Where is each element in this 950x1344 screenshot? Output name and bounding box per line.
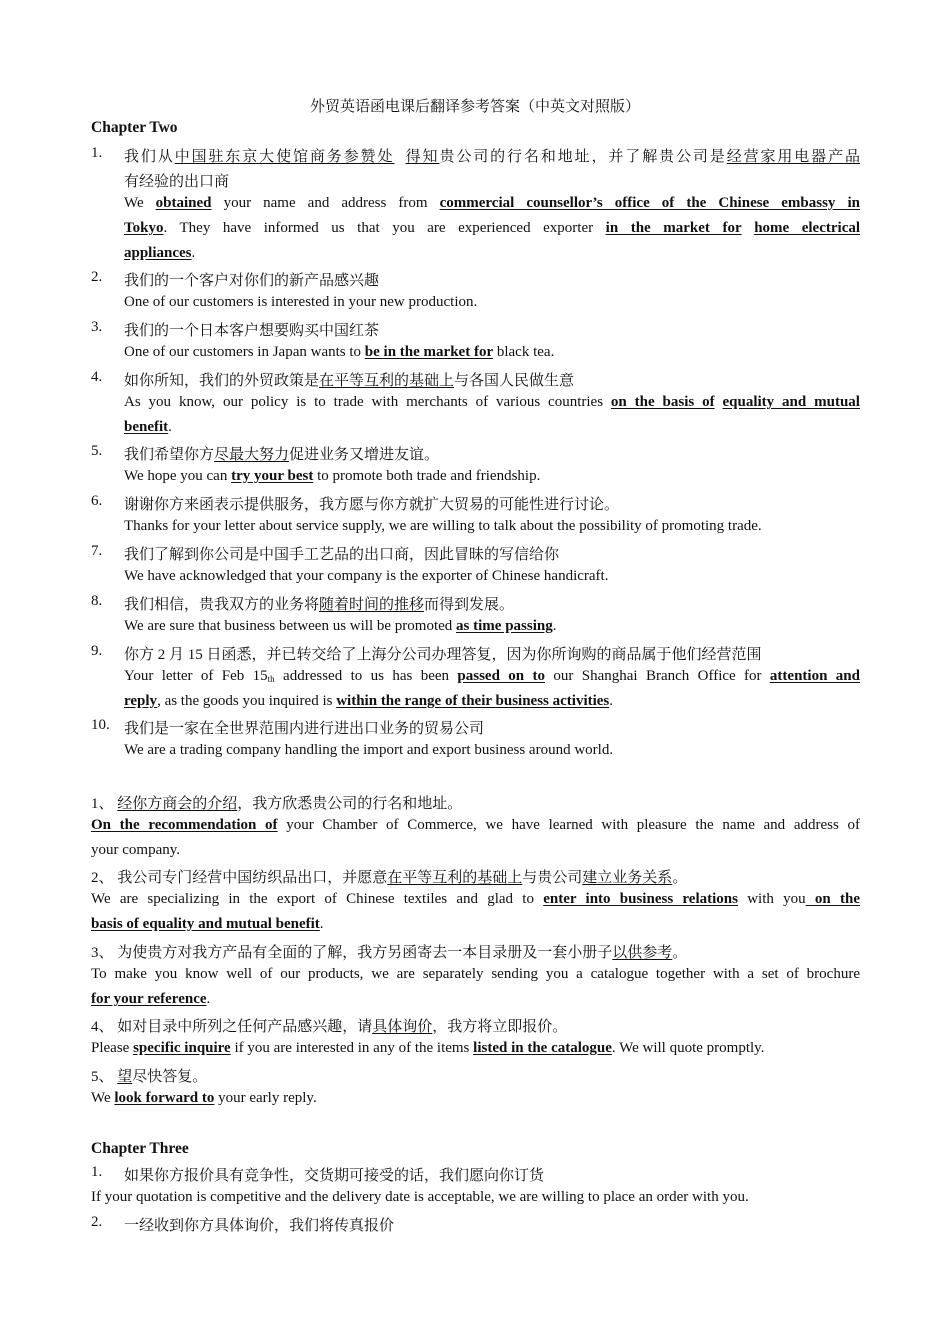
item-english-text: reply, as the goods you inquired is within the range of their business activities. [124, 693, 614, 709]
item-chinese-text: 我们的一个客户对你们的新产品感兴趣 [124, 273, 380, 289]
item-chinese-text: 我们从中国驻东京大使馆商务参赞处 得知贵公司的行名和地址，并了解贵公司是经营家用电器产品 [124, 149, 860, 165]
item-chinese-text: 有经验的出口商 [124, 174, 230, 190]
item-number: 9. [91, 643, 103, 659]
item-number: 5. [91, 443, 103, 459]
item-english-text: If your quotation is competitive and the delivery date is acceptable, we are willing to place an order with you. [91, 1189, 749, 1205]
item-chinese-text: 你方 2 月 15 日函悉，并已转交给了上海分公司办理答复，因为你所询购的商品属于他们经营范围 [124, 647, 762, 663]
item-english-text: One of our customers is interested in your new production. [124, 294, 478, 310]
item-english-text: As you know, our policy is to trade with merchants of various countries on the basis of equality and mutual [124, 394, 860, 410]
sentence-chinese: 5、 望尽快答复。 [91, 1069, 208, 1085]
sentence-chinese: 2、 我公司专门经营中国纺织品出口，并愿意在平等互利的基础上与贵公司建立业务关系。 [91, 870, 688, 886]
sentence-english: for your reference. [91, 991, 211, 1007]
item-english-text: Your letter of Feb $15_{th}$ addressed to us has been passed on to our Shanghai Branch Office for attention and [124, 668, 860, 684]
item-number: 8. [91, 593, 103, 609]
sentence-chinese: 1、 经你方商会的介绍，我方欣悉贵公司的行名和地址。 [91, 796, 463, 812]
item-number: 2. [91, 1214, 103, 1230]
item-number: 2. [91, 269, 103, 285]
item-number: 1. [91, 145, 103, 161]
chapter-two-heading: Chapter Two [91, 119, 178, 136]
item-english-text: Thanks for your letter about service supply, we are willing to talk about the possibility of promoting trade. [124, 518, 762, 534]
sentence-english: Please specific inquire if you are interested in any of the items listed in the catalogue. We will quote promptly. [91, 1040, 765, 1056]
sentence-english: basis of equality and mutual benefit. [91, 916, 324, 932]
sentence-chinese: 4、 如对目录中所列之任何产品感兴趣，请具体询价，我方将立即报价。 [91, 1019, 568, 1035]
page-title: 外贸英语函电课后翻译参考答案（中英文对照版） [309, 99, 640, 115]
item-chinese-text: 如果你方报价具有竞争性，交货期可接受的话，我们愿向你订货 [124, 1168, 545, 1184]
item-chinese-text: 我们是一家在全世界范围内进行进出口业务的贸易公司 [124, 721, 485, 737]
sentence-english: On the recommendation of your Chamber of Commerce, we have learned with pleasure the name and address of [91, 817, 861, 833]
item-english-text: We hope you can try your best to promote both trade and friendship. [124, 468, 541, 484]
item-chinese-text: 我们了解到你公司是中国手工艺品的出口商，因此冒昧的写信给你 [124, 547, 560, 563]
item-number: 1. [91, 1164, 103, 1180]
sentence-english: To make you know well of our products, we are separately sending you a catalogue together with a set of brochure [91, 966, 860, 982]
item-english-text: benefit. [124, 419, 172, 435]
sentence-chinese: 3、 为使贵方对我方产品有全面的了解，我方另函寄去一本目录册及一套小册子以供参考。 [91, 945, 688, 961]
item-english-text: We have acknowledged that your company is the exporter of Chinese handicraft. [124, 568, 609, 584]
sentence-english: We look forward to your early reply. [91, 1090, 317, 1106]
item-number: 3. [91, 319, 103, 335]
chapter-three-heading: Chapter Three [91, 1140, 189, 1157]
item-english-text: appliances. [124, 245, 196, 261]
sentence-english: We are specializing in the export of Chinese textiles and glad to enter into business relations with you on the [91, 891, 861, 907]
item-chinese-text: 一经收到你方具体询价，我们将传真报价 [124, 1218, 395, 1234]
item-number: 10. [91, 717, 110, 733]
item-english-text: Tokyo. They have informed us that you are experienced exporter in the market for home electrical [124, 220, 861, 236]
item-chinese-text: 我们的一个日本客户想要购买中国红茶 [124, 323, 380, 339]
item-number: 7. [91, 543, 103, 559]
item-english-text: One of our customers in Japan wants to be in the market for black tea. [124, 344, 555, 360]
item-english-text: We are sure that business between us will be promoted as time passing. [124, 618, 557, 634]
item-chinese-text: 谢谢你方来函表示提供服务，我方愿与你方就扩大贸易的可能性进行讨论。 [124, 497, 620, 513]
item-chinese-text: 如你所知，我们的外贸政策是在平等互利的基础上与各国人民做生意 [124, 373, 575, 389]
item-english-text: We are a trading company handling the import and export business around world. [124, 742, 614, 758]
sentence-english: your company. [91, 842, 181, 858]
item-number: 4. [91, 369, 103, 385]
item-number: 6. [91, 493, 103, 509]
item-chinese-text: 我们相信，贵我双方的业务将随着时间的推移而得到发展。 [124, 597, 515, 613]
item-chinese-text: 我们希望你方尽最大努力促进业务又增进友谊。 [124, 447, 440, 463]
item-english-text: We obtained your name and address from commercial counsellor’s office of the Chinese embassy in [124, 195, 860, 211]
